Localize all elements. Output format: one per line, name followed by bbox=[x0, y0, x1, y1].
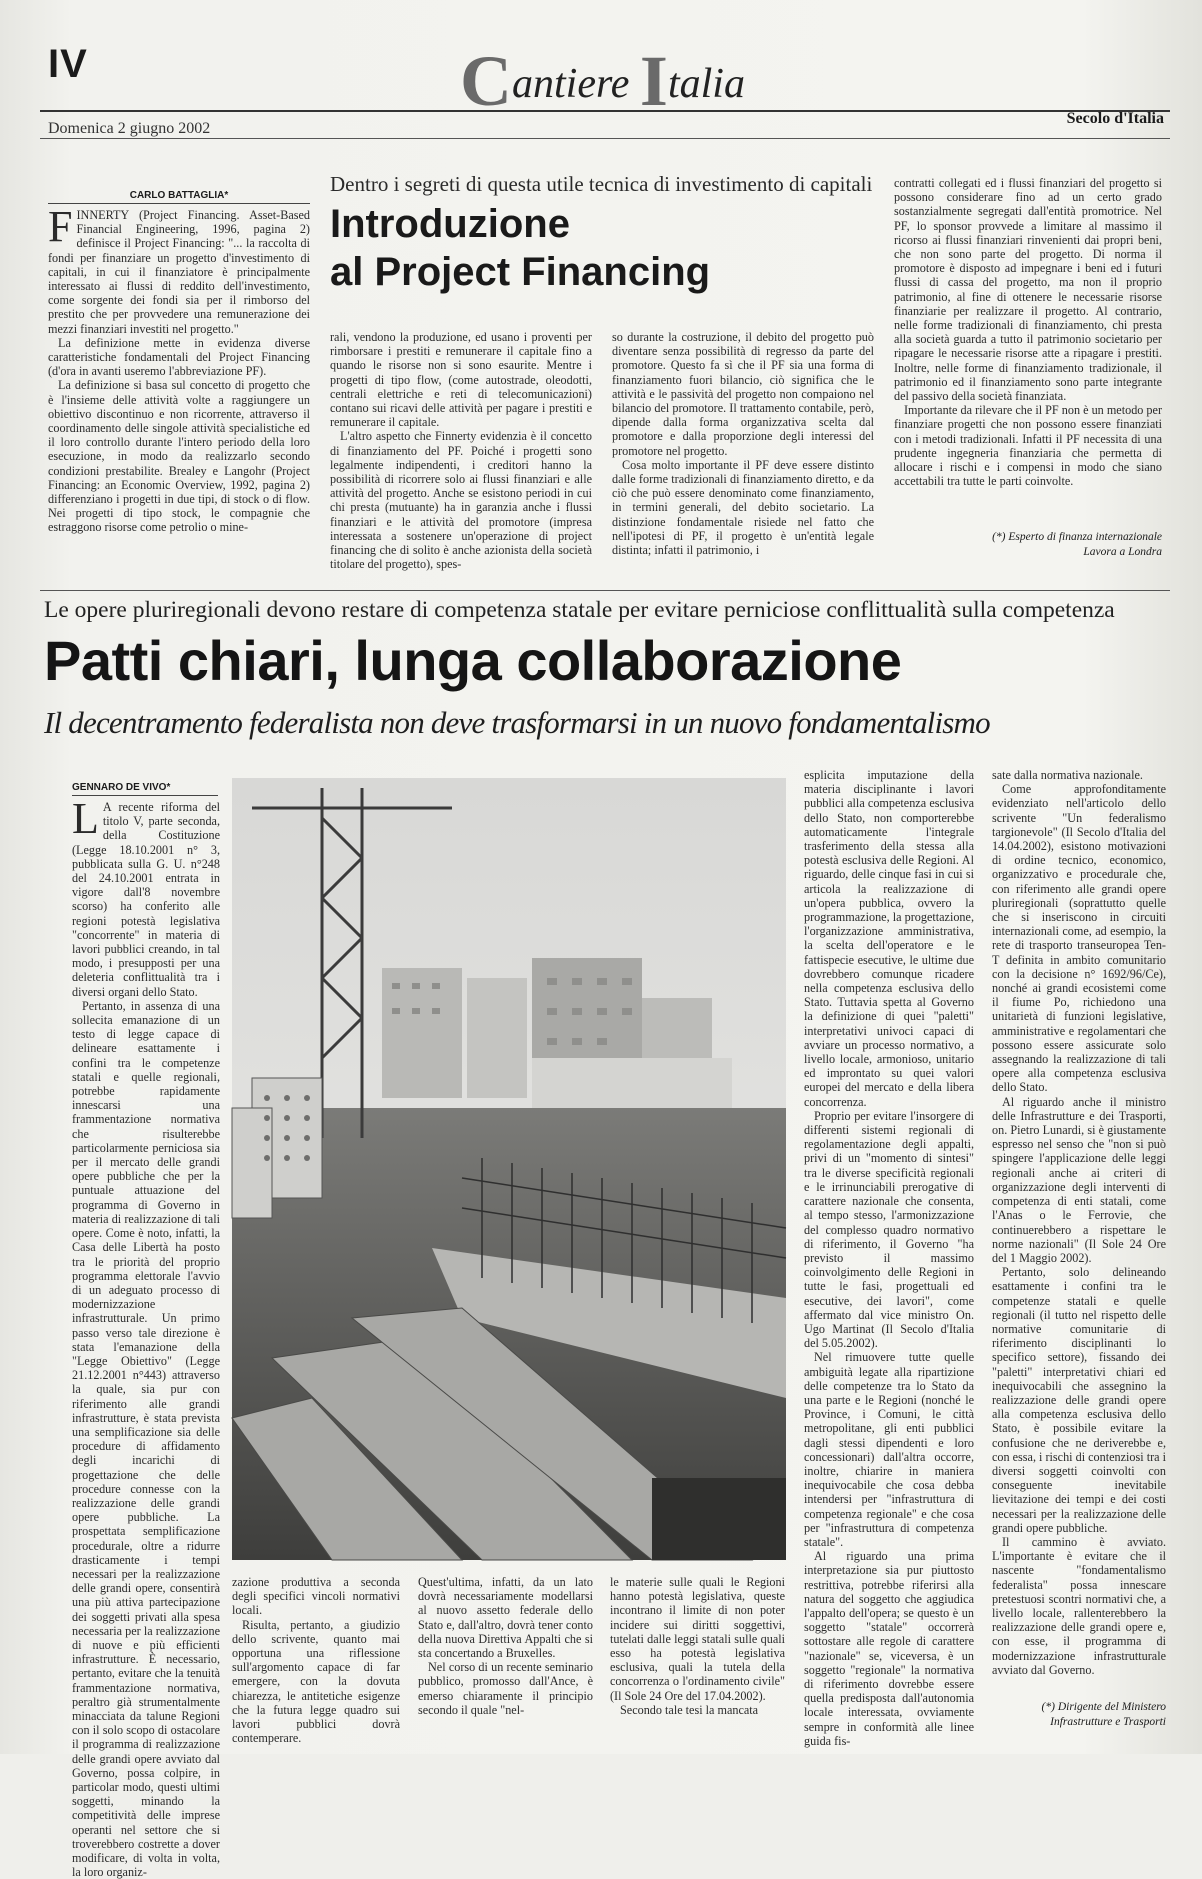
article2-paragraph: Risulta, pertanto, a giudizio dello scrivente, quanto mai opportuna una riflessione sull'argomento capace di far emergere, con la dovuta chiarezza, le antitetiche esigenze che la futura legge quadro sui lavori pubblici dovrà contemperare. bbox=[232, 1617, 400, 1746]
article2-paragraph: Al riguardo anche il ministro delle Infrastrutture e dei Trasporti, on. Pietro Lunardi, si è giustamente espresso nel senso che "non si può spingere l'applicazione delle leggi regionali anche ai criteri di organizzazione degli interventi di competenza di enti statali, come l'Anas o le Ferrovie, che continuerebbero a rispettare le norme nazionali" (Il Sole 24 Ore del 1 Maggio 2002). bbox=[992, 1094, 1166, 1265]
article1-column-4 bbox=[894, 176, 1162, 516]
header-rule bbox=[40, 110, 1170, 112]
page-number: IV bbox=[48, 42, 88, 86]
article2-paragraph: sate dalla normativa nazionale. bbox=[992, 768, 1143, 782]
article2-title: Patti chiari, lunga collaborazione bbox=[44, 629, 902, 692]
article2-column-4 bbox=[610, 1575, 785, 1740]
article1-column-2 bbox=[330, 330, 592, 578]
article1-paragraph: so durante la costruzione, il debito del progetto può diventare senza possibilità di regresso da parte del promotore. Questo fa sì che il PF sia una forma di finanziamento fuori bilancio, ciò significa che le attività e le passività del progetto non compaiono nel bilancio del promotore. Il trattamento contabile, però, dipende dalla forma organizzativa scelta dal promotore e dalla proporzione degli interessi del promotore nel progetto. bbox=[612, 330, 874, 458]
article2-dropcap: L bbox=[72, 794, 99, 843]
article1-title bbox=[330, 200, 710, 296]
article2-paragraph: Proprio per evitare l'insorgere di differenti sistemi regionali di regolamentazione degli appalti, privi di un "momento di sintesi" tra le diverse specificità regionali e le irrinunciabili prerogative di carattere nazionale che consenta, al tempo stesso, l'armonizzazione del complesso quadro normativo di riferimento, il Governo "ha previsto il massimo coinvolgimento delle Regioni in tutte le fasi, progettuali ed esecutive, dei lavori", come affermato dal vice ministro On. Ugo Martinat (Il Secolo d'Italia del 5.05.2002). bbox=[804, 1108, 974, 1351]
article-separator bbox=[40, 590, 1170, 591]
article2-subtitle: Il decentramento federalista non deve trasformarsi in un nuovo fondamentalismo bbox=[44, 705, 990, 740]
newspaper-brand: Secolo d'Italia bbox=[1066, 110, 1164, 127]
article1-paragraph: contratti collegati ed i flussi finanziari del progetto si possono considerare fino ad un certo grado sostanzialmente segregati dall'entità promotrice. Nel PF, lo sponsor provvede a limitare al massimo il ricorso ai flussi finanziari rinvenienti dai propri beni, che non sono parte del progetto. Di norma il promotore è disposto ad impegnare i beni ed i futuri flussi di cassa del progetto, ma non il proprio patrimonio, al fine di ottenere le necessarie risorse finanziarie per realizzare il progetto. Al contrario, nelle forme tradizionali di finanziamento, chi presta alla società guarda a tutto il patrimonio societario per ripagare le necessarie risorse atte a ripagare i prestiti. Inoltre, nelle forme di finanziamento tradizionale, il patrimonio ed il finanziamento sono parte integrante del passivo della società finanziata. bbox=[894, 176, 1162, 404]
masthead-initial-c: C bbox=[460, 41, 512, 121]
article1-signature-line-2: Lavora a Londra bbox=[1083, 546, 1162, 558]
article1-paragraph: La definizione mette in evidenza diverse caratteristiche fondamentali del Project Financing (d'ora in avanti useremo l'abbreviazione PF). bbox=[48, 335, 310, 379]
article2-paragraph: Nel corso di un recente seminario pubblico, promosso dall'Ance, è emerso chiaramente il principio secondo il quale "nel- bbox=[418, 1660, 593, 1717]
article2-kicker: Le opere pluriregionali devono restare di competenza statale per evitare perniciose conflittualità sulla competenza bbox=[44, 597, 1115, 623]
article2-paragraph: le materie sulle quali le Regioni hanno potestà legislativa, queste incontrano il limite di non poter incidere sui diritti soggettivi, tutelati dalle leggi statali sulle quali esso ha potestà legislativa esclusiva, quali la tutela della concorrenza o l'ordinamento civile" (Il Sole 24 Ore del 17.04.2002). bbox=[610, 1575, 785, 1703]
article1-signature-line-1: (*) Esperto di finanza internazionale bbox=[992, 531, 1162, 543]
article2-paragraph: Pertanto, in assenza di una sollecita emanazione di un testo di legge capace di delineare esattamente i confini tra le competenze statali e quelle regionali, potrebbe rapidamente innescarsi una frammentazione normativa che risulterebbe particolarmente perniciosa sia per il mercato delle grandi opere pubbliche che per la puntuale attuazione del programma di Governo in materia di realizzazione di tali opere. Come è noto, infatti, la Casa delle Libertà ha posto tra le priorità del proprio programma elettorale l'avvio di un adeguato processo di modernizzazione infrastrutturale. Un primo passo verso tale direzione è stata l'emanazione della "Legge Obiettivo" (Legge 21.12.2001 n°443) attraverso la quale, sia pur con riferimento alle grandi infrastrutture, è stata prevista una semplificazione sia delle procedure di affidamento degli incarichi di progettazione che delle procedure connesse con la realizzazione delle grandi opere pubbliche. La prospettata semplificazione procedurale, oltre a ridurre drasticamente i tempi necessari per la realizzazione delle grandi opere, consentirà una più attiva partecipazione dei soggetti privati alla spesa necessaria per la realizzazione di nuove e più efficienti infrastrutture. È necessario, pertanto, evitare che la tenuità frammentazione normativa, peraltro già strumentalmente minacciata da talune Regioni con il solo scopo di ostacolare il programma di realizzazione delle grandi opere avviato dal Governo, possa colpire, in particolar modo, questi ultimi soggetti, minando la competitività delle imprese operanti nel settore che si troverebbero costrette a dover modificare, di volta in volta, la loro organiz- bbox=[72, 998, 220, 1879]
article2-paragraph: Secondo tale tesi la mancata bbox=[620, 1702, 759, 1717]
masthead-initial-i: I bbox=[639, 41, 668, 121]
construction-site-photo bbox=[232, 778, 786, 1560]
article2-column-2 bbox=[232, 1575, 400, 1746]
issue-date: Domenica 2 giugno 2002 bbox=[48, 120, 211, 137]
header-rule-lower bbox=[40, 138, 1170, 139]
article1-byline: CARLO BATTAGLIA* bbox=[48, 190, 310, 204]
article1-paragraph: Cosa molto importante il PF deve essere distinto dalle forme tradizionali di finanziamento diretto, e da ciò che può essere denominato come finanziamento, in termini generali, del debito societario. La distinzione fondamentale risiede nel fatto che nell'ipotesi di PF, il progetto è un'entità legale distinta; infatti il patrimonio, i bbox=[612, 457, 874, 558]
article1-paragraph: Importante da rilevare che il PF non è un metodo per finanziare progetti che non possono essere finanziati con i metodi tradizionali. Infatti il PF necessita di una prudente ingegneria finanziaria che permetta di allocare i rischi e i compensi in modo che siano accettabili tra tutte le parti coinvolte. bbox=[894, 403, 1162, 489]
article2-paragraph: Come approfonditamente evidenziato nell'articolo dello scrivente "Un federalismo targionevole" (Il Secolo d'Italia del 14.04.2002), esistono motivazioni di ordine tecnico, economico, organizzativo e procedurale che, con riferimento alle grandi opere pluriregionali (soprattutto quelle che si inseriscono in circuiti internazionali come, ad esempio, la rete di trasporto transeuropea Ten-T definita in ambito comunitario con la decisione n° 1692/96/Ce), nonché ai grandi ecosistemi come il fiume Po, richiedono una unitarietà di funzioni legislative, amministrative e regolamentari che possono essere assicurate solo assegnando la realizzazione di tali opere alla competenza esclusiva dello Stato. bbox=[992, 782, 1166, 1095]
article1-paragraph: rali, vendono la produzione, ed usano i proventi per rimborsare i prestiti e remunerare il capitale fino a quando le risorse non si sono esaurite. Mentre i progetti di tipo flow, (come autostrade, oleodotti, centrali elettriche e reti di telecomunicazioni) contano sui ricavi delle attività per pagare i prestiti e remunerare il capitale. bbox=[330, 330, 592, 430]
masthead-word-2: talia bbox=[667, 61, 745, 107]
article2-paragraph: Quest'ultima, infatti, da un lato dovrà necessariamente modellarsi al nuovo assetto federale dello Stato e, dall'altro, dovrà tener conto della nuova Direttiva Appalti che si sta concertando a Bruxelles. bbox=[418, 1575, 593, 1661]
construction-site-image bbox=[232, 778, 786, 1560]
article2-paragraph: Al riguardo una prima interpretazione sia pur piuttosto restrittiva, potrebbe riferirsi alla natura del soggetto che aggiudica l'appalto dell'opera; se questo è un soggetto "statale" occorrerà sottostare alle regole di carattere "nazionale" se, viceversa, è un soggetto "regionale" la normativa di riferimento dovrebbe essere quella predisposta dall'autonomia locale interessata, ovviamente sempre in conformità alle linee guida fis- bbox=[804, 1549, 974, 1748]
article1-paragraph: INNERTY (Project Financing. Asset-Based Financial Engineering, 1996, pagina 2) definisce il Project Financing: "... la raccolta di fondi per finanziare un progetto d'investimento di capitali, in cui il finanziatore è principalmente interessato ai flussi di reddito dell'investimento, come sorgente dei fondi sia per il rimborso del prestito che per provvedere una remunerazione dei mezzi finanziari investiti nel progetto." bbox=[48, 208, 310, 336]
article1-dropcap: F bbox=[48, 202, 73, 251]
article1-paragraph: L'altro aspetto che Finnerty evidenzia è il concetto di finanziamento del PF. Poiché i progetti sono legalmente indipendenti, i creditori hanno la possibilità di ricorrere solo ai flussi finanziari e alle attività del progetto. Anche se esistono periodi in cui chi presta (mutuante) ha in garanzia anche i flussi finanziari e le attività del promotore (impresa interessata a sostenere un'operazione di project financing che di solito è anche azionista della società titolare del progetto), spes- bbox=[330, 429, 592, 572]
article1-paragraph: La definizione si basa sul concetto di progetto che è l'insieme delle attività volte a raggiungere un obiettivo discontinuo e non ricorrente, attraverso il coordinamento delle singole attività specialistiche ed il loro controllo durante l'intero periodo della loro esecuzione, in modo da realizzarlo secondo condizioni prestabilite. Brealey e Langohr (Project Financing: an Economic Overview, 1992, pagina 2) differenziano i progetti in due tipi, di stock o di flow. Nei progetti di tipo stock, le compagnie che estraggono risorse come petrolio o mine- bbox=[48, 378, 310, 535]
article2-paragraph: Nel rimuovere tutte quelle ambiguità legate alla ripartizione delle competenze tra lo Stato da una parte e le Regioni (nonché le Province, i Comuni, le città metropolitane, gli enti pubblici dagli stessi dipendenti e loro concessionari) dall'altra occorre, inoltre, chiarire in maniera inequivocabile che cosa debba intendersi per "infrastruttura di competenza regionale" e che cosa per "infrastruttura di competenza statale". bbox=[804, 1350, 974, 1549]
article2-paragraph: Pertanto, solo delineando esattamente i confini tra le competenze statali e quelle regionali (il tutto nel rispetto delle normative comunitarie di riferimento disciplinanti lo specifico settore), fissando dei "paletti" interpretativi chiari ed inequivocabili che assegnino la realizzazione delle grandi opere alla competenza esclusiva dello Stato, è possibile evitare la confusione che ne deriverebbe e, con essa, i rischi di contenziosi tra i diversi soggetti coinvolti con conseguente inevitabile lievitazione dei tempi e dei costi necessari per la realizzazione delle grandi opere pubbliche. bbox=[992, 1265, 1166, 1535]
article2-paragraph: A recente riforma del titolo V, parte seconda, della Costituzione (Legge 18.10.2001 n° 3, pubblicata sulla G. U. n°248 del 24.10.2001 entrata in vigore dall'8 novembre scorso) ha conferito alle regioni potestà legislativa "concorrente" in materia di lavori pubblici creando, in tal modo, i presupposti per una deleteria conflittualità tra i diversi organi dello Stato. bbox=[72, 800, 220, 999]
article2-paragraph: zazione produttiva a seconda degli specifici vincoli normativi locali. bbox=[232, 1575, 400, 1618]
article2-column-1 bbox=[72, 794, 220, 1879]
article1-column-3 bbox=[612, 330, 874, 578]
article2-author-note bbox=[992, 1700, 1166, 1730]
article1-author-note bbox=[894, 530, 1162, 560]
masthead-word-1: antiere bbox=[512, 61, 640, 107]
article1-title-line-1: Introduzione bbox=[330, 202, 570, 246]
article2-column-3 bbox=[418, 1575, 593, 1740]
article1-column-1 bbox=[48, 202, 310, 578]
article2-column-6 bbox=[992, 768, 1166, 1693]
article1-kicker: Dentro i segreti di questa utile tecnica di investimento di capitali bbox=[330, 172, 873, 196]
article2-signature-line-1: (*) Dirigente del Ministero bbox=[1041, 1701, 1166, 1713]
article2-signature-line-2: Infrastrutture e Trasporti bbox=[1050, 1716, 1166, 1728]
article2-paragraph: Il cammino è avviato. L'importante è evitare che il nascente "fondamentalismo federalista" possa innescare pretestuosi scontri normativi che, a livello locale, rallenterebbero la realizzazione delle grandi opere e, con esse, il programma di modernizzazione infrastrutturale avviato dal Governo. bbox=[992, 1534, 1166, 1677]
article2-column-5 bbox=[804, 768, 974, 1748]
article2-paragraph: esplicita imputazione della materia disciplinante i lavori pubblici alla competenza esclusiva dello Stato, non comporterebbe automaticamente l'integrale trasferimento della stessa alla potestà esclusiva delle Regioni. Al riguardo, delle cinque fasi in cui si articola la realizzazione di un'opera pubblica, ovvero la programmazione, la progettazione, l'organizzazione amministrativa, la scelta dell'operatore e le fattispecie esecutive, le ultime due dovrebbero comunque ricadere nella competenza esclusiva dello Stato. Tuttavia spetta al Governo la definizione di quei "paletti" interpretativi univoci capaci di avviare un processo normativo, a livello locale, armonioso, unitario ed improntato su quei valori europei del mercato e della libera concorrenza. bbox=[804, 768, 974, 1109]
article1-title-line-2: al Project Financing bbox=[330, 250, 711, 294]
article2-byline: GENNARO DE VIVO* bbox=[72, 782, 218, 796]
